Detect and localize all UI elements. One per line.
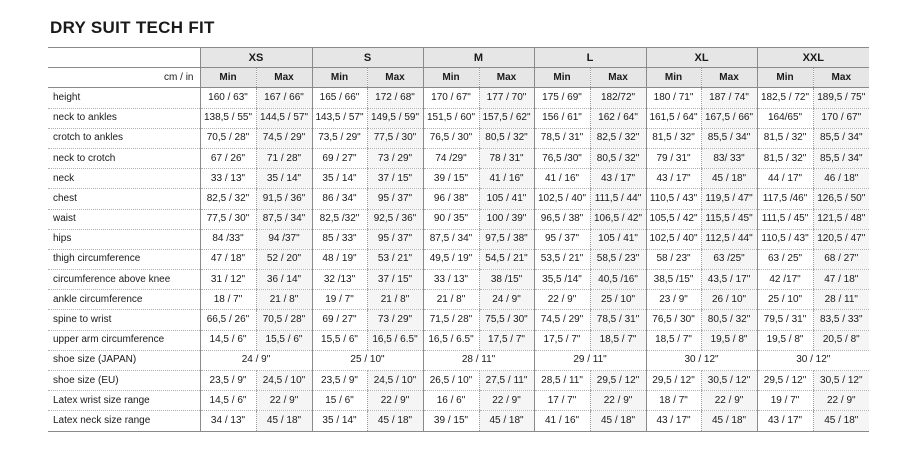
min-value-cell: 18 / 7" (200, 290, 256, 310)
max-value-cell: 26 / 10" (701, 290, 757, 310)
max-value-cell: 27,5 / 11" (479, 371, 534, 391)
min-value-cell: 69 / 27" (312, 148, 367, 168)
min-value-cell: 33 / 13" (423, 270, 479, 290)
row-label: chest (48, 189, 200, 209)
max-value-cell: 22 / 9" (479, 391, 534, 411)
max-value-cell: 177 / 70" (479, 88, 534, 108)
min-value-cell: 151,5 / 60" (423, 108, 479, 128)
max-value-cell: 85,5 / 34" (701, 128, 757, 148)
min-value-cell: 48 / 19" (312, 249, 367, 269)
table-row (48, 169, 869, 189)
min-max-header-row (48, 68, 869, 88)
max-value-cell: 105 / 41" (479, 189, 534, 209)
min-header-xxl: Min (757, 68, 813, 88)
max-value-cell: 73 / 29" (367, 148, 423, 168)
min-value-cell: 15 / 6" (312, 391, 367, 411)
min-value-cell: 180 / 71" (646, 88, 701, 108)
max-value-cell: 78 / 31" (479, 148, 534, 168)
min-value-cell: 160 / 63" (200, 88, 256, 108)
min-value-cell: 81,5 / 32" (757, 148, 813, 168)
min-value-cell: 74 /29" (423, 148, 479, 168)
table-row (48, 88, 869, 108)
min-value-cell: 84 /33" (200, 229, 256, 249)
min-value-cell: 79,5 / 31" (757, 310, 813, 330)
size-header-xl: XL (646, 48, 757, 68)
table-row (48, 350, 869, 370)
min-value-cell: 19,5 / 8" (757, 330, 813, 350)
max-value-cell: 19,5 / 8" (701, 330, 757, 350)
max-value-cell: 16,5 / 6.5" (367, 330, 423, 350)
row-label: neck to crotch (48, 148, 200, 168)
max-value-cell: 24,5 / 10" (367, 371, 423, 391)
row-label: upper arm circumference (48, 330, 200, 350)
max-header-s: Max (367, 68, 423, 88)
min-header-xs: Min (200, 68, 256, 88)
min-value-cell: 85 / 33" (312, 229, 367, 249)
min-value-cell: 23,5 / 9" (200, 371, 256, 391)
min-value-cell: 156 / 61" (534, 108, 590, 128)
max-value-cell: 75,5 / 30" (479, 310, 534, 330)
max-value-cell: 24,5 / 10" (256, 371, 312, 391)
table-row (48, 330, 869, 350)
max-value-cell: 38 /15" (479, 270, 534, 290)
max-value-cell: 170 / 67" (813, 108, 869, 128)
max-header-m: Max (479, 68, 534, 88)
max-value-cell: 111,5 / 44" (590, 189, 646, 209)
max-value-cell: 87,5 / 34" (256, 209, 312, 229)
max-value-cell: 74,5 / 29" (256, 128, 312, 148)
min-value-cell: 95 / 37" (534, 229, 590, 249)
min-value-cell: 16,5 / 6.5" (423, 330, 479, 350)
row-label: ankle circumference (48, 290, 200, 310)
min-value-cell: 81,5 / 32" (757, 128, 813, 148)
min-header-m: Min (423, 68, 479, 88)
max-value-cell: 68 / 27" (813, 249, 869, 269)
max-value-cell: 43,5 / 17" (701, 270, 757, 290)
max-value-cell: 29,5 / 12" (590, 371, 646, 391)
min-header-xl: Min (646, 68, 701, 88)
min-value-cell: 143,5 / 57" (312, 108, 367, 128)
max-value-cell: 22 / 9" (256, 391, 312, 411)
max-value-cell: 157,5 / 62" (479, 108, 534, 128)
min-header-l: Min (534, 68, 590, 88)
size-header-m: M (423, 48, 534, 68)
min-value-cell: 43 / 17" (757, 411, 813, 431)
max-value-cell: 95 / 37" (367, 229, 423, 249)
min-value-cell: 82,5 / 32" (200, 189, 256, 209)
min-value-cell: 110,5 / 43" (757, 229, 813, 249)
table-row (48, 310, 869, 330)
min-value-cell: 96,5 / 38" (534, 209, 590, 229)
min-value-cell: 29,5 / 12" (646, 371, 701, 391)
min-value-cell: 76,5 / 30" (646, 310, 701, 330)
max-value-cell: 22 / 9" (590, 391, 646, 411)
row-label: spine to wrist (48, 310, 200, 330)
min-value-cell: 39 / 15" (423, 169, 479, 189)
max-value-cell: 112,5 / 44" (701, 229, 757, 249)
max-value-cell: 53 / 21" (367, 249, 423, 269)
min-value-cell: 76,5 /30" (534, 148, 590, 168)
row-label: waist (48, 209, 200, 229)
max-value-cell: 106,5 / 42" (590, 209, 646, 229)
max-value-cell: 22 / 9" (701, 391, 757, 411)
min-value-cell: 77,5 / 30" (200, 209, 256, 229)
max-value-cell: 126,5 / 50" (813, 189, 869, 209)
size-header-s: S (312, 48, 423, 68)
max-value-cell: 18,5 / 7" (590, 330, 646, 350)
min-value-cell: 74,5 / 29" (534, 310, 590, 330)
min-value-cell: 35 / 14" (312, 169, 367, 189)
row-label: shoe size (JAPAN) (48, 350, 200, 370)
min-value-cell: 53,5 / 21" (534, 249, 590, 269)
max-value-cell: 73 / 29" (367, 310, 423, 330)
size-header-xxl: XXL (757, 48, 869, 68)
min-value-cell: 22 / 9" (534, 290, 590, 310)
table-row (48, 128, 869, 148)
min-value-cell: 164/65" (757, 108, 813, 128)
max-value-cell: 71 / 28" (256, 148, 312, 168)
min-value-cell: 165 / 66" (312, 88, 367, 108)
max-value-cell: 17,5 / 7" (479, 330, 534, 350)
min-value-cell: 23 / 9" (646, 290, 701, 310)
min-value-cell: 138,5 / 55" (200, 108, 256, 128)
max-value-cell: 58,5 / 23" (590, 249, 646, 269)
max-value-cell: 92,5 / 36" (367, 209, 423, 229)
max-value-cell: 167,5 / 66" (701, 108, 757, 128)
max-value-cell: 91,5 / 36" (256, 189, 312, 209)
max-value-cell: 83/ 33" (701, 148, 757, 168)
max-value-cell: 52 / 20" (256, 249, 312, 269)
max-value-cell: 22 / 9" (813, 391, 869, 411)
min-value-cell: 63 / 25" (757, 249, 813, 269)
table-row (48, 391, 869, 411)
max-value-cell: 120,5 / 47" (813, 229, 869, 249)
row-label: crotch to ankles (48, 128, 200, 148)
max-value-cell: 82,5 / 32" (590, 128, 646, 148)
max-value-cell: 45 / 18" (701, 411, 757, 431)
max-value-cell: 85,5 / 34" (813, 128, 869, 148)
table-row (48, 371, 869, 391)
max-value-cell: 24 / 9" (479, 290, 534, 310)
max-value-cell: 172 / 68" (367, 88, 423, 108)
min-value-cell: 21 / 8" (423, 290, 479, 310)
min-value-cell: 78,5 / 31" (534, 128, 590, 148)
max-value-cell: 54,5 / 21" (479, 249, 534, 269)
min-value-cell: 16 / 6" (423, 391, 479, 411)
max-value-cell: 35 / 14" (256, 169, 312, 189)
min-value-cell: 71,5 / 28" (423, 310, 479, 330)
max-value-cell: 22 / 9" (367, 391, 423, 411)
max-value-cell: 21 / 8" (256, 290, 312, 310)
max-value-cell: 45 / 18" (813, 411, 869, 431)
min-value-cell: 29,5 / 12" (757, 371, 813, 391)
row-label: neck (48, 169, 200, 189)
max-value-cell: 77,5 / 30" (367, 128, 423, 148)
max-value-cell: 37 / 15" (367, 270, 423, 290)
merged-value-cell: 25 / 10" (312, 350, 423, 370)
min-value-cell: 26,5 / 10" (423, 371, 479, 391)
max-value-cell: 46 / 18" (813, 169, 869, 189)
min-value-cell: 44 / 17" (757, 169, 813, 189)
min-value-cell: 43 / 17" (646, 169, 701, 189)
max-value-cell: 21 / 8" (367, 290, 423, 310)
row-label: Latex neck size range (48, 411, 200, 431)
max-value-cell: 187 / 74" (701, 88, 757, 108)
table-row (48, 290, 869, 310)
max-value-cell: 144,5 / 57" (256, 108, 312, 128)
max-value-cell: 30,5 / 12" (813, 371, 869, 391)
merged-value-cell: 24 / 9" (200, 350, 312, 370)
min-value-cell: 90 / 35" (423, 209, 479, 229)
row-label: hips (48, 229, 200, 249)
row-label: height (48, 88, 200, 108)
min-value-cell: 175 / 69" (534, 88, 590, 108)
max-value-cell: 37 / 15" (367, 169, 423, 189)
row-label: circumference above knee (48, 270, 200, 290)
merged-value-cell: 28 / 11" (423, 350, 534, 370)
min-value-cell: 70,5 / 28" (200, 128, 256, 148)
max-value-cell: 78,5 / 31" (590, 310, 646, 330)
max-value-cell: 28 / 11" (813, 290, 869, 310)
min-value-cell: 39 / 15" (423, 411, 479, 431)
min-value-cell: 66,5 / 26" (200, 310, 256, 330)
max-value-cell: 45 / 18" (256, 411, 312, 431)
min-value-cell: 49,5 / 19" (423, 249, 479, 269)
max-value-cell: 25 / 10" (590, 290, 646, 310)
min-value-cell: 34 / 13" (200, 411, 256, 431)
min-value-cell: 18 / 7" (646, 391, 701, 411)
max-value-cell: 80,5 / 32" (701, 310, 757, 330)
min-value-cell: 43 / 17" (646, 411, 701, 431)
max-value-cell: 40,5 /16" (590, 270, 646, 290)
size-header-xs: XS (200, 48, 312, 68)
max-value-cell: 97,5 / 38" (479, 229, 534, 249)
max-value-cell: 189,5 / 75" (813, 88, 869, 108)
max-value-cell: 30,5 / 12" (701, 371, 757, 391)
min-value-cell: 38,5 /15" (646, 270, 701, 290)
min-header-s: Min (312, 68, 367, 88)
max-value-cell: 94 /37" (256, 229, 312, 249)
min-value-cell: 18,5 / 7" (646, 330, 701, 350)
max-value-cell: 105 / 41" (590, 229, 646, 249)
max-value-cell: 115,5 / 45" (701, 209, 757, 229)
min-value-cell: 170 / 67" (423, 88, 479, 108)
merged-value-cell: 29 / 11" (534, 350, 646, 370)
min-value-cell: 47 / 18" (200, 249, 256, 269)
min-value-cell: 25 / 10" (757, 290, 813, 310)
min-value-cell: 32 /13" (312, 270, 367, 290)
min-value-cell: 161,5 / 64" (646, 108, 701, 128)
min-value-cell: 102,5 / 40" (534, 189, 590, 209)
table-row (48, 209, 869, 229)
min-value-cell: 87,5 / 34" (423, 229, 479, 249)
min-value-cell: 33 / 13" (200, 169, 256, 189)
size-header-l: L (534, 48, 646, 68)
max-value-cell: 45 / 18" (367, 411, 423, 431)
max-value-cell: 45 / 18" (701, 169, 757, 189)
table-row (48, 148, 869, 168)
max-value-cell: 80,5 / 32" (479, 128, 534, 148)
max-header-xs: Max (256, 68, 312, 88)
min-value-cell: 86 / 34" (312, 189, 367, 209)
max-value-cell: 20,5 / 8" (813, 330, 869, 350)
row-label: thigh circumference (48, 249, 200, 269)
min-value-cell: 58 / 23" (646, 249, 701, 269)
min-value-cell: 105,5 / 42" (646, 209, 701, 229)
max-value-cell: 149,5 / 59" (367, 108, 423, 128)
max-value-cell: 95 / 37" (367, 189, 423, 209)
max-value-cell: 47 / 18" (813, 270, 869, 290)
min-value-cell: 42 /17" (757, 270, 813, 290)
max-value-cell: 182/72" (590, 88, 646, 108)
min-value-cell: 17 / 7" (534, 391, 590, 411)
size-header-row (48, 48, 869, 68)
max-header-l: Max (590, 68, 646, 88)
min-value-cell: 14,5 / 6" (200, 391, 256, 411)
max-value-cell: 162 / 64" (590, 108, 646, 128)
min-value-cell: 14,5 / 6" (200, 330, 256, 350)
table-row (48, 411, 869, 431)
min-value-cell: 96 / 38" (423, 189, 479, 209)
max-value-cell: 63 /25" (701, 249, 757, 269)
max-value-cell: 80,5 / 32" (590, 148, 646, 168)
min-value-cell: 31 / 12" (200, 270, 256, 290)
max-value-cell: 45 / 18" (479, 411, 534, 431)
max-value-cell: 100 / 39" (479, 209, 534, 229)
max-value-cell: 83,5 / 33" (813, 310, 869, 330)
row-label: neck to ankles (48, 108, 200, 128)
table-row (48, 189, 869, 209)
max-value-cell: 70,5 / 28" (256, 310, 312, 330)
min-value-cell: 23,5 / 9" (312, 371, 367, 391)
min-value-cell: 35 / 14" (312, 411, 367, 431)
min-value-cell: 17,5 / 7" (534, 330, 590, 350)
max-value-cell: 119,5 / 47" (701, 189, 757, 209)
unit-label: cm / in (48, 68, 200, 88)
min-value-cell: 76,5 / 30" (423, 128, 479, 148)
table-row (48, 249, 869, 269)
min-value-cell: 117,5 /46" (757, 189, 813, 209)
min-value-cell: 41 / 16" (534, 411, 590, 431)
table-row (48, 270, 869, 290)
row-label: Latex wrist size range (48, 391, 200, 411)
row-label: shoe size (EU) (48, 371, 200, 391)
max-value-cell: 41 / 16" (479, 169, 534, 189)
max-value-cell: 36 / 14" (256, 270, 312, 290)
merged-value-cell: 30 / 12" (757, 350, 869, 370)
size-chart-table (48, 47, 869, 432)
min-value-cell: 81,5 / 32" (646, 128, 701, 148)
min-value-cell: 69 / 27" (312, 310, 367, 330)
min-value-cell: 102,5 / 40" (646, 229, 701, 249)
min-value-cell: 41 / 16" (534, 169, 590, 189)
table-row (48, 108, 869, 128)
min-value-cell: 19 / 7" (757, 391, 813, 411)
min-value-cell: 110,5 / 43" (646, 189, 701, 209)
max-value-cell: 85,5 / 34" (813, 148, 869, 168)
page-title: DRY SUIT TECH FIT (50, 18, 215, 37)
max-value-cell: 43 / 17" (590, 169, 646, 189)
min-value-cell: 67 / 26" (200, 148, 256, 168)
min-value-cell: 35,5 /14" (534, 270, 590, 290)
max-header-xxl: Max (813, 68, 869, 88)
merged-value-cell: 30 / 12" (646, 350, 757, 370)
min-value-cell: 73,5 / 29" (312, 128, 367, 148)
corner-cell (48, 48, 200, 68)
min-value-cell: 19 / 7" (312, 290, 367, 310)
min-value-cell: 79 / 31" (646, 148, 701, 168)
size-chart-body (48, 88, 869, 431)
table-row (48, 229, 869, 249)
max-value-cell: 15,5 / 6" (256, 330, 312, 350)
min-value-cell: 28,5 / 11" (534, 371, 590, 391)
max-header-xl: Max (701, 68, 757, 88)
min-value-cell: 182,5 / 72" (757, 88, 813, 108)
max-value-cell: 121,5 / 48" (813, 209, 869, 229)
min-value-cell: 82,5 /32" (312, 209, 367, 229)
max-value-cell: 167 / 66" (256, 88, 312, 108)
max-value-cell: 45 / 18" (590, 411, 646, 431)
min-value-cell: 111,5 / 45" (757, 209, 813, 229)
min-value-cell: 15,5 / 6" (312, 330, 367, 350)
